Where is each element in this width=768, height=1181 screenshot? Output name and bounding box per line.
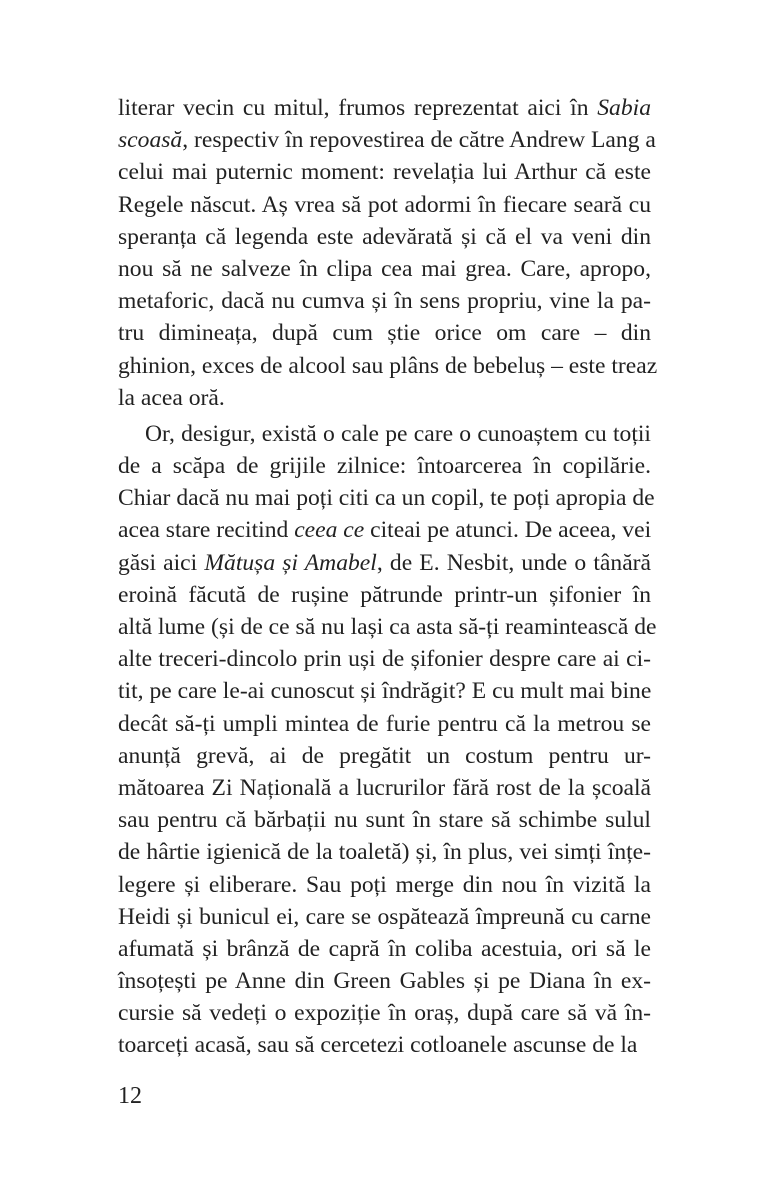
paragraph [118, 418, 657, 1062]
text-run: cursie să vedeți o expoziție în oraș, după care să vă în- [118, 1000, 651, 1027]
text-line [118, 382, 651, 414]
text-line [118, 482, 655, 514]
text-line [118, 547, 651, 579]
text-run: , respectiv în repovestirea de către Andrew Lang a [182, 127, 656, 154]
text-run: acea stare recitind [118, 517, 295, 544]
paragraph [118, 92, 658, 414]
text-run: de hârtie igienică de la toaletă) și, în plus, vei simți înțe- [118, 839, 651, 866]
text-line [118, 253, 651, 285]
text-line [118, 221, 651, 253]
text-run: găsi aici [118, 549, 205, 576]
text-run: altă lume (și de ce să nu lași ca asta să-ți reamintească de [118, 614, 657, 640]
text-line [118, 156, 651, 188]
text-line [118, 1029, 651, 1061]
italic-title: Sabia [597, 95, 651, 121]
text-run: Regele născut. Aș vrea să pot adormi în fiecare seară cu [118, 191, 651, 218]
text-run: tit, pe care le-ai cunoscut și îndrăgit? E cu mult mai bine [118, 678, 652, 705]
text-run: literar vecin cu mitul, frumos reprezentat aici în [118, 95, 598, 121]
text-line [118, 804, 651, 836]
italic-title: Mătușa și Amabel [204, 549, 377, 576]
text-line [118, 643, 651, 675]
text-line [118, 579, 651, 611]
text-run: mătoarea Zi Națională a lucrurilor fără rost de la școală [118, 774, 651, 801]
text-run: Heidi și bunicul ei, care se ospătează împreună cu carne [118, 903, 651, 930]
text-line [118, 418, 651, 450]
text-run: decât să-ți umpli mintea de furie pentru că la metrou se [118, 710, 651, 737]
text-run: alte treceri-dincolo prin uși de șifonier despre care ai ci- [118, 646, 651, 673]
text-line [118, 189, 651, 221]
text-run: sau pentru că bărbații nu sunt în stare să schimbe sulul [118, 807, 651, 834]
text-run: anunță grevă, ai de pregătit un costum pentru ur- [118, 742, 651, 769]
text-run: însoțești pe Anne din Green Gables și pe Diana în ex- [118, 968, 651, 995]
text-run: nou să ne salveze în clipa cea mai grea. Care, apropo, [118, 255, 651, 282]
text-line [118, 92, 651, 124]
text-line [118, 350, 658, 382]
text-run: ghinion, exces de alcool sau plâns de bebeluș – este treaz [118, 352, 658, 379]
text-run: speranța că legenda este adevărată și că el va veni din [118, 223, 651, 250]
text-line [118, 611, 657, 643]
text-run: de a scăpa de grijile zilnice: întoarcerea în copilărie. [118, 453, 651, 480]
page-body-text [118, 92, 658, 1062]
text-run: celui mai puternic moment: revelația lui Arthur că este [118, 159, 651, 186]
text-run: , de E. Nesbit, unde o tânără [376, 549, 652, 576]
italic-title: ceea ce [294, 517, 365, 544]
text-line [118, 450, 651, 482]
text-line [118, 836, 651, 868]
text-run: toarceți acasă, sau să cercetezi cotloanele ascunse de la [118, 1032, 638, 1059]
text-run: citeai pe atunci. De aceea, vei [364, 517, 652, 544]
text-run: tru dimineața, după cum știe orice om care – din [118, 320, 651, 347]
text-run: Or, desigur, există o cale pe care o cunoaștem cu toții [145, 420, 651, 447]
text-line [118, 124, 656, 156]
text-line [118, 772, 651, 804]
text-line [118, 965, 651, 997]
text-line [118, 740, 651, 772]
text-run: legere și eliberare. Sau poți merge din nou în vizită la [118, 871, 651, 898]
text-line [118, 675, 651, 707]
text-line [118, 997, 651, 1029]
text-run: eroină făcută de rușine pătrunde printr-un șifonier în [118, 581, 651, 608]
text-run: la acea oră. [118, 384, 225, 411]
text-line [118, 285, 651, 317]
page-number: 12 [118, 1083, 142, 1109]
italic-title: scoasă [118, 127, 183, 154]
text-line [118, 933, 651, 965]
text-line [118, 708, 651, 740]
text-line [118, 901, 651, 933]
text-line [118, 317, 651, 349]
text-line [118, 869, 651, 901]
text-run: metaforic, dacă nu cumva și în sens propriu, vine la pa- [118, 288, 651, 315]
text-run: afumată și brânză de capră în coliba acestuia, ori să le [118, 935, 651, 962]
text-line [118, 514, 651, 546]
text-run: Chiar dacă nu mai poți citi ca un copil, te poți apropia de [118, 485, 655, 512]
